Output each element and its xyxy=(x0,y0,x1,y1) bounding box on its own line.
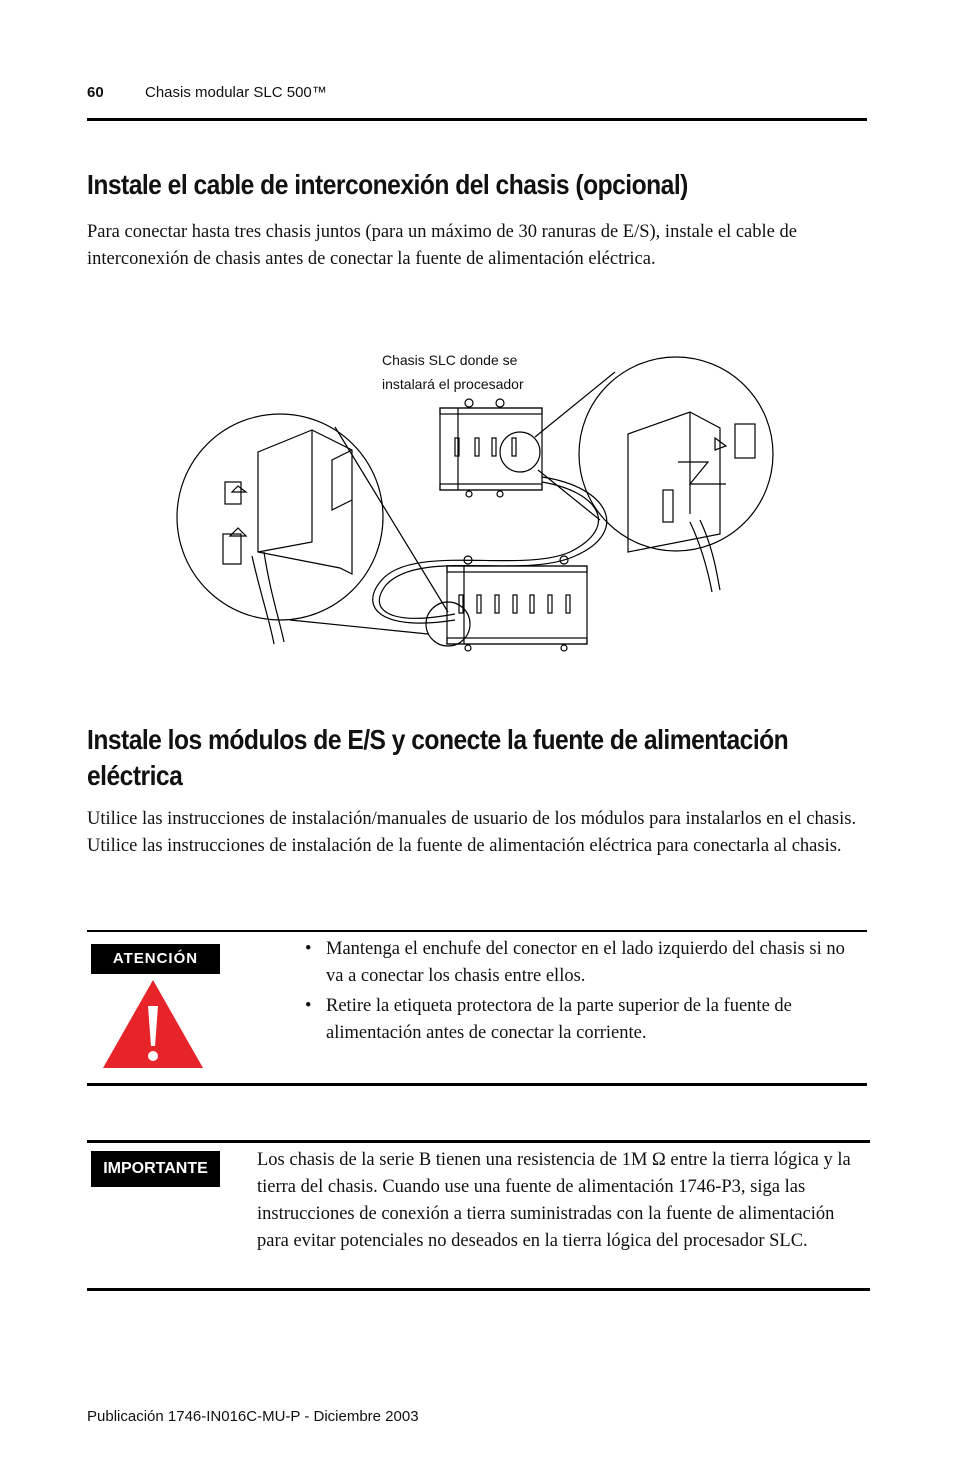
attention-list xyxy=(305,936,865,1050)
left-zoom-detail xyxy=(223,430,352,644)
attention-item: • Retire la etiqueta protectora de la parte superior de la fuente de alimentación antes de conectar la corriente. xyxy=(305,993,865,1047)
attention-top-rule xyxy=(87,930,867,932)
bullet-marker: • xyxy=(305,939,312,959)
section-heading-interconnect-cable: Instale el cable de interconexión del chasis (opcional) xyxy=(87,169,688,200)
attention-badge: ATENCIÓN xyxy=(91,944,220,974)
attention-bottom-rule xyxy=(87,1083,867,1086)
section-heading-io-modules: Instale los módulos de E/S y conecte la fuente de alimentación eléctrica xyxy=(87,724,789,791)
upper-chassis xyxy=(440,399,542,497)
important-badge: IMPORTANTE xyxy=(91,1151,220,1187)
document-title: Chasis modular SLC 500™ xyxy=(145,84,327,101)
important-bottom-rule xyxy=(87,1288,870,1291)
right-zoom-detail xyxy=(628,412,755,592)
interconnect-cable xyxy=(373,482,599,623)
lower-chassis xyxy=(447,556,587,651)
page-header xyxy=(87,84,327,101)
bullet-marker: • xyxy=(305,996,312,1016)
attention-item: • Mantenga el enchufe del conector en el lado izquierdo del chasis si no va a conectar los chasis entre ellos. xyxy=(305,936,865,990)
figure-callout-label: Chasis SLC donde se instalará el procesador xyxy=(382,352,524,392)
right-zoom-circle xyxy=(579,357,773,551)
page-number: 60 xyxy=(87,84,104,101)
publication-footer: Publicación 1746-IN016C-MU-P - Diciembre 2003 xyxy=(87,1408,419,1425)
header-rule xyxy=(87,118,867,121)
warning-exclamation-icon xyxy=(101,978,205,1070)
important-text: Los chasis de la serie B tienen una resistencia de 1M Ω entre la tierra lógica y la tierra del chasis. Cuando use una fuente de alimentación 1746-P3, siga las instrucciones de conexión a tierra suministradas con la fuente de alimentación para evitar potenciales no deseados en la tierra lógica del procesador SLC. xyxy=(257,1150,851,1251)
section-body-io-modules: Utilice las instrucciones de instalación/manuales de usuario de los módulos para instalarlos en el chasis. Utilice las instrucciones de instalación de la fuente de alimentación eléctrica para conectarla al chasis. xyxy=(87,809,857,856)
interconnect-cable-figure xyxy=(170,342,790,672)
important-top-rule xyxy=(87,1140,870,1143)
chassis-diagram xyxy=(170,342,790,672)
section-body-interconnect-cable: Para conectar hasta tres chasis juntos (para un máximo de 30 ranuras de E/S), instale el cable de interconexión de chasis antes de conectar la fuente de alimentación eléctrica. xyxy=(87,222,797,269)
